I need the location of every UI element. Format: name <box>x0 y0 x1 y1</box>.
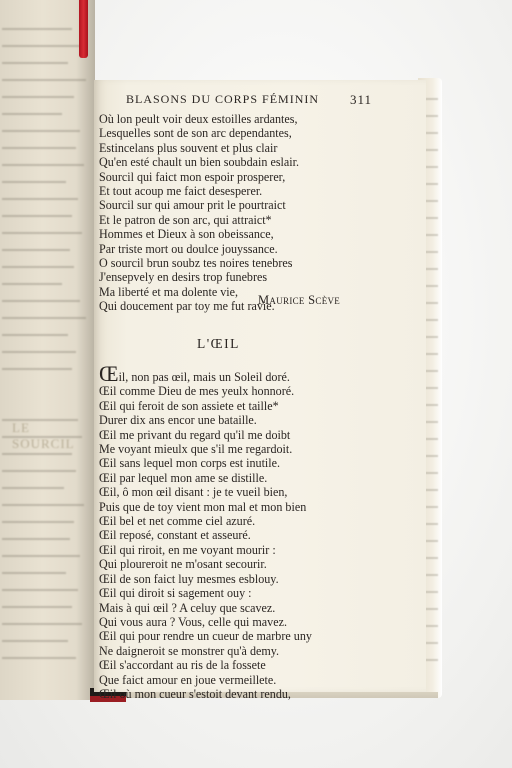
verse-line: Œil qui pour rendre un cueur de marbre uny <box>99 629 312 644</box>
left-page <box>0 0 95 700</box>
book-page <box>94 80 426 701</box>
verse-line: Œil où mon cueur s'estoit devant rendu, <box>99 686 291 701</box>
verse-line: Que faict amour en joue vermeillete. <box>99 672 277 687</box>
verse-line: Œil bel et net comme ciel azuré. <box>99 514 256 529</box>
verse-line: Œil s'accordant au ris de la fossete <box>99 658 266 673</box>
verse-line: Hommes et Dieux à son obeissance, <box>99 227 274 242</box>
verse-line: Ne daigneroit se monstrer qu'à demy. <box>99 643 280 658</box>
verse-line: Me voyant mieulx que s'il me regardoit. <box>99 442 293 457</box>
verse-line: Qui ploureroit ne m'osant secourir. <box>99 557 267 572</box>
verse-line: J'ensepvely en desirs trop funebres <box>99 270 268 285</box>
verse-line: Œil me privant du regard qu'il me doibt <box>99 427 291 442</box>
running-head: BLASONS DU CORPS FÉMININ <box>126 92 320 106</box>
poem-title: L'ŒIL <box>197 336 240 351</box>
verse-line: Et le patron de son arc, qui attraict* <box>99 212 272 227</box>
verse-line: Œil, ô mon œil disant : je te vueil bien, <box>99 485 288 500</box>
page-number: 311 <box>350 92 373 107</box>
verse-line-first <box>99 361 312 386</box>
verse-line: Et tout acoup me faict desesperer. <box>99 184 263 199</box>
verse-line: Estincelans plus souvent et plus clair <box>99 140 278 155</box>
verse-line: Ma liberté et ma dolente vie, <box>99 284 239 299</box>
verse-line: Qui doucement par toy me fut ravie. <box>99 299 275 314</box>
verse-line: Œil sans lequel mon corps est inutile. <box>99 456 281 471</box>
verse-line: Lesquelles sont de son arc dependantes, <box>99 126 292 141</box>
left-page-text <box>2 28 92 674</box>
verse-line: Œil reposé, constant et asseuré. <box>99 528 251 543</box>
drop-initial: Œ <box>99 361 119 386</box>
verse-line: Qui vous aura ? Vous, celle qui mavez. <box>99 614 287 629</box>
verse-line: Mais à qui œil ? A celuy que scavez. <box>99 600 276 615</box>
first-line-text: il, non pas œil, mais un Soleil doré. <box>118 370 290 384</box>
verse-line: O sourcil brun soubz tes noires tenebres <box>99 256 293 271</box>
poem-author: Maurice Scève <box>258 293 341 307</box>
verse-line: Durer dix ans encor une bataille. <box>99 413 257 428</box>
verse-line: Œil qui feroit de son assiete et taille* <box>99 398 279 413</box>
bookmark-ribbon <box>79 0 88 58</box>
left-page-heading: LE SOURCIL <box>12 420 75 451</box>
verse-line: Sourcil qui faict mon espoir prosperer, <box>99 169 286 184</box>
poem-oeil-text <box>99 361 312 701</box>
poem-sourcil-text <box>99 112 299 314</box>
verse-line: Où lon peult voir deux estoilles ardantes, <box>99 112 298 126</box>
verse-line: Œil qui riroit, en me voyant mourir : <box>99 542 276 557</box>
verse-line: Par triste mort ou doulce jouyssance. <box>99 241 278 256</box>
verse-line: Œil comme Dieu de mes yeulx honnoré. <box>99 384 295 399</box>
verse-line: Qu'en esté chault un bien soubdain eslair. <box>99 155 299 170</box>
verse-line: Œil par lequel mon ame se distille. <box>99 470 268 485</box>
verse-line: Œil qui diroit si sagement ouy : <box>99 586 252 601</box>
verse-line: Sourcil sur qui amour prit le pourtraict <box>99 198 286 213</box>
verse-line: Œil de son faict luy mesmes esblouy. <box>99 571 279 586</box>
verse-line: Puis que de toy vient mon mal et mon bien <box>99 499 307 514</box>
